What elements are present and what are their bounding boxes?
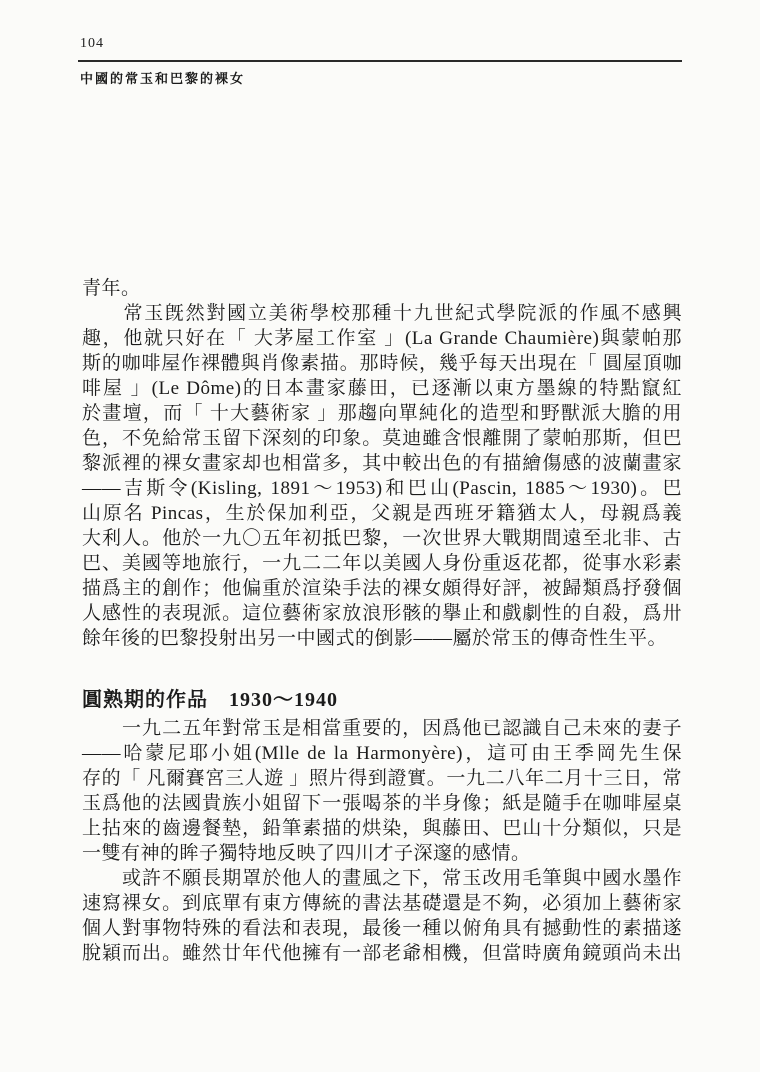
header-rule — [78, 60, 682, 62]
paragraph-block-2 — [82, 716, 682, 866]
body-line: 黎派裡的裸女畫家却也相當多，其中較出色的有描繪傷感的波蘭畫家 — [82, 453, 682, 474]
body-line: ——吉斯令(Kisling, 1891～1953)和巴山(Pascin, 1885～1930)。巴 — [82, 478, 682, 499]
body-line: 一九二五年對常玉是相當重要的，因爲他已認識自己未來的妻子 — [82, 718, 682, 739]
body-line: 於畫壇，而「 十大藝術家 」那趨向單純化的造型和野獸派大膽的用 — [82, 403, 682, 424]
body-line: ——哈蒙尼耶小姐(Mlle de la Harmonyère)，這可由王季岡先生保 — [82, 743, 682, 764]
section-heading: 圓熟期的作品 1930～1940 — [82, 689, 338, 711]
body-line: 或許不願長期罩於他人的畫風之下，常玉改用毛筆與中國水墨作 — [82, 868, 682, 889]
paragraph-block-3 — [82, 866, 682, 966]
body-line: 脫穎而出。雖然廿年代他擁有一部老爺相機，但當時廣角鏡頭尚未出 — [82, 943, 682, 964]
body-line: 描爲主的創作；他偏重於渲染手法的裸女頗得好評，被歸類爲抒發個 — [82, 578, 682, 599]
paragraph-block-1 — [82, 276, 682, 651]
body-line: 存的「 凡爾賽宮三人遊 」照片得到證實。一九二八年二月十三日，常 — [82, 768, 682, 789]
body-line: 斯的咖啡屋作裸體與肖像素描。那時候，幾乎每天出現在「 圓屋頂咖 — [82, 353, 682, 374]
body-line: 玉爲他的法國貴族小姐留下一張喝茶的半身像；紙是隨手在咖啡屋桌 — [82, 793, 682, 814]
page-number: 104 — [80, 36, 104, 51]
body-line: 啡屋 」(Le Dôme)的日本畫家藤田，已逐漸以東方墨線的特點竄紅 — [82, 378, 682, 399]
body-line: 一雙有神的眸子獨特地反映了四川才子深邃的感情。 — [82, 843, 531, 864]
body-line: 速寫裸女。到底單有東方傳統的書法基礎還是不夠，必須加上藝術家 — [82, 893, 682, 914]
body-line: 常玉旣然對國立美術學校那種十九世紀式學院派的作風不感興 — [82, 303, 682, 324]
body-line: 山原名 Pincas，生於保加利亞，父親是西班牙籍猶太人，母親爲義 — [82, 503, 682, 524]
body-line: 人感性的表現派。這位藝術家放浪形骸的擧止和戲劇性的自殺，爲卅 — [82, 603, 682, 624]
body-line: 大利人。他於一九〇五年初抵巴黎，一次世界大戰期間遠至北非、古 — [82, 528, 682, 549]
body-line: 色，不免給常玉留下深刻的印象。莫迪雖含恨離開了蒙帕那斯，但巴 — [82, 428, 682, 449]
body-line: 巴、美國等地旅行，一九二二年以美國人身份重返花都，從事水彩素 — [82, 553, 682, 574]
body-line: 趣，他就只好在「 大茅屋工作室 」(La Grande Chaumière)與蒙帕那 — [82, 328, 682, 349]
body-line: 個人對事物特殊的看法和表現，最後一種以俯角具有撼動性的素描遂 — [82, 918, 682, 939]
body-line: 青年。 — [82, 278, 141, 299]
body-line: 上拈來的齒邊餐墊，鉛筆素描的烘染，與藤田、巴山十分類似，只是 — [82, 818, 682, 839]
running-head: 中國的常玉和巴黎的裸女 — [80, 71, 246, 86]
body-line: 餘年後的巴黎投射出另一中國式的倒影——屬於常玉的傳奇性生平。 — [82, 628, 668, 649]
